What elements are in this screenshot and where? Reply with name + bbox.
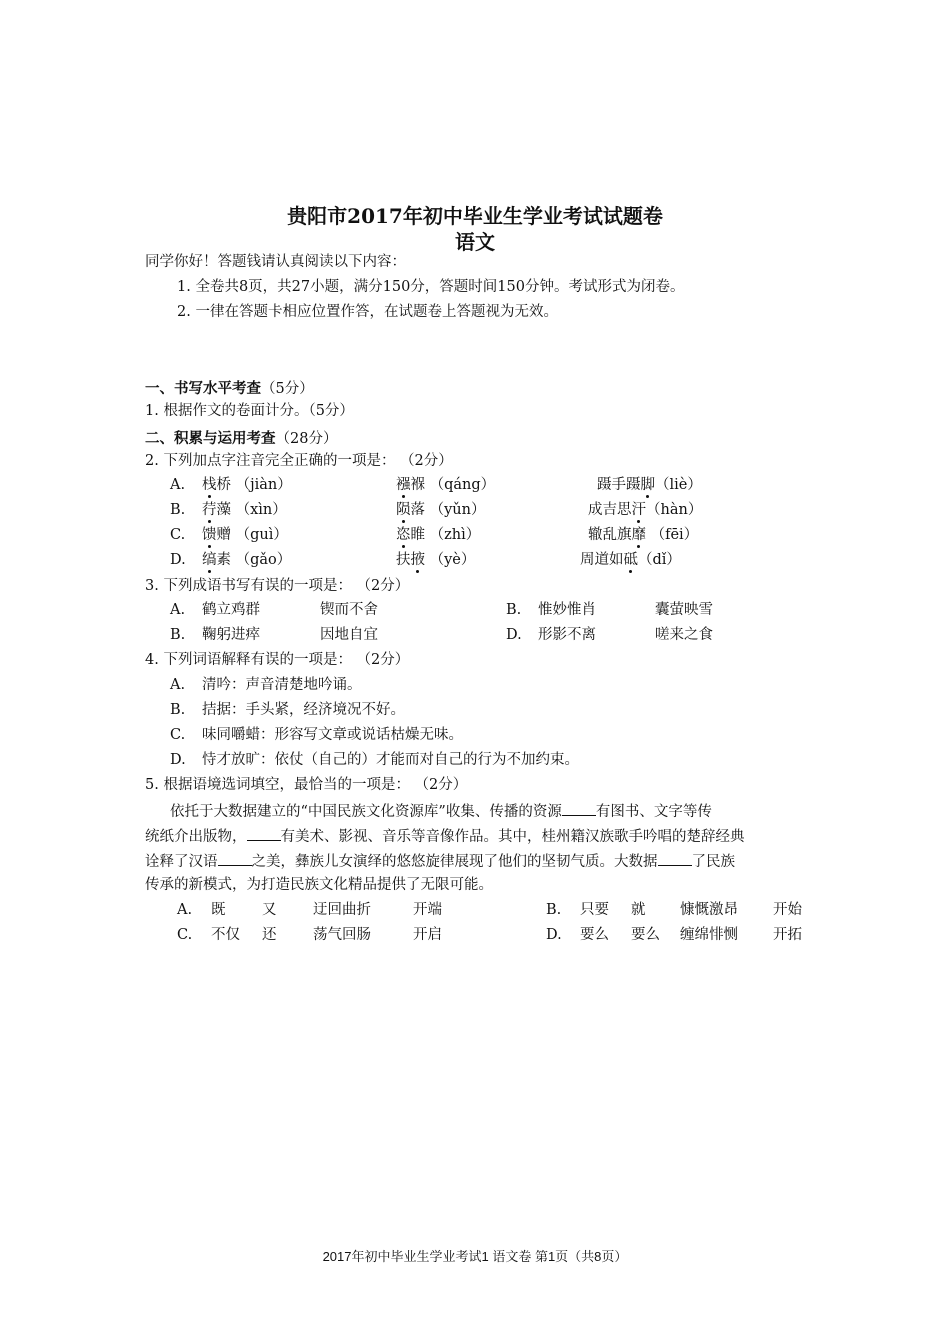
pinyin-item: 栈桥 （jiàn） xyxy=(202,477,292,493)
option-letter: B. xyxy=(170,627,186,643)
fill-blank xyxy=(247,826,281,841)
option-word: 不仅 xyxy=(211,927,240,943)
option-word: 荡气回肠 xyxy=(313,927,371,943)
option-word: 慷慨激昂 xyxy=(680,902,738,918)
instruction-item: 1. 全卷共8页，共27小题，满分150分，答题时间150分钟。考试形式为闭卷。 xyxy=(177,279,685,295)
option-word: 就 xyxy=(631,902,646,918)
pinyin-item: 陨落 （yǔn） xyxy=(396,502,486,518)
pinyin-item: 缟素 （gǎo） xyxy=(202,552,292,568)
pinyin-item: 荇藻 （xìn） xyxy=(202,502,287,518)
option-letter: A. xyxy=(177,902,193,918)
question-2-stem: 2. 下列加点字注音完全正确的一项是： （2分） xyxy=(145,453,453,469)
pinyin-item: 辙乱旗靡 （fēi） xyxy=(588,527,699,543)
idiom: 锲而不舍 xyxy=(320,602,378,618)
option-letter: A. xyxy=(170,477,186,493)
option-word: 要么 xyxy=(580,927,609,943)
option-text: 清吟：声音清楚地吟诵。 xyxy=(202,677,362,693)
idiom: 形影不离 xyxy=(538,627,596,643)
option-letter: D. xyxy=(546,927,562,943)
pinyin-item: 成吉思汗（hàn） xyxy=(588,502,703,518)
greeting: 同学你好！答题钱请认真阅读以下内容： xyxy=(145,254,406,270)
option-letter: A. xyxy=(170,677,186,693)
option-word: 要么 xyxy=(631,927,660,943)
pinyin-item: 恣睢 （zhì） xyxy=(396,527,481,543)
option-letter: C. xyxy=(177,927,193,943)
idiom: 惟妙惟肖 xyxy=(538,602,596,618)
passage-line: 依托于大数据建立的“中国民族文化资源库”收集、传播的资源 有图书、文字等传 xyxy=(170,801,712,821)
question-5-stem: 5. 根据语境选词填空，最恰当的一项是： （2分） xyxy=(145,777,468,793)
idiom: 囊萤映雪 xyxy=(655,602,713,618)
option-text: 拮据：手头紧，经济境况不好。 xyxy=(202,702,405,718)
option-letter: B. xyxy=(546,902,562,918)
passage-line: 诠释了汉语 之美，彝族儿女演绎的悠悠旋律展现了他们的坚韧气质。大数据 了民族 xyxy=(145,851,735,871)
idiom: 因地自宜 xyxy=(320,627,378,643)
option-word: 又 xyxy=(262,902,277,918)
page-title: 贵阳市2017年初中毕业生学业考试试题卷 xyxy=(287,204,663,228)
question-3-stem: 3. 下列成语书写有误的一项是： （2分） xyxy=(145,578,410,594)
page-footer: 2017年初中毕业生学业考试1 语文卷 第1页（共8页） xyxy=(322,1249,628,1264)
option-word: 只要 xyxy=(580,902,609,918)
option-letter: D. xyxy=(170,752,186,768)
option-word: 还 xyxy=(262,927,277,943)
pinyin-item: 蹑手蹑脚（liè） xyxy=(597,477,702,493)
option-text: 恃才放旷：依仗（自己的）才能而对自己的行为不加约束。 xyxy=(202,752,579,768)
question-1: 1. 根据作文的卷面计分。（5分） xyxy=(145,403,354,419)
option-letter: D. xyxy=(170,552,186,568)
option-letter: C. xyxy=(170,727,186,743)
option-letter: A. xyxy=(170,602,186,618)
idiom: 嗟来之食 xyxy=(655,627,713,643)
option-word: 开启 xyxy=(413,927,442,943)
passage-line: 统纸介出版物， 有美术、影视、音乐等音像作品。其中，桂州籍汉族歌手吟唱的楚辞经典 xyxy=(145,826,745,846)
instruction-item: 2. 一律在答题卡相应位置作答，在试题卷上答题视为无效。 xyxy=(177,304,558,320)
option-text: 味同嚼蜡：形容写文章或说话枯燥无味。 xyxy=(202,727,463,743)
option-letter: C. xyxy=(170,527,186,543)
option-word: 既 xyxy=(211,902,226,918)
option-letter: D. xyxy=(506,627,522,643)
fill-blank xyxy=(562,801,596,816)
pinyin-item: 馈赠 （guì） xyxy=(202,527,288,543)
pinyin-item: 扶掖 （yè） xyxy=(396,552,476,568)
option-word: 开始 xyxy=(773,902,802,918)
passage-line: 传承的新模式，为打造民族文化精品提供了无限可能。 xyxy=(145,877,493,893)
option-word: 迂回曲折 xyxy=(313,902,371,918)
pinyin-item: 襁褓 （qáng） xyxy=(396,477,496,493)
subject-title: 语文 xyxy=(455,230,495,254)
section-heading: 二、积累与运用考查（28分） xyxy=(145,430,338,447)
option-word: 开端 xyxy=(413,902,442,918)
idiom: 鞠躬进瘁 xyxy=(202,627,260,643)
fill-blank xyxy=(218,851,252,866)
pinyin-item: 周道如砥（dǐ） xyxy=(580,552,681,568)
section-heading: 一、书写水平考查（5分） xyxy=(145,380,314,397)
question-4-stem: 4. 下列词语解释有误的一项是： （2分） xyxy=(145,652,410,668)
option-word: 缠绵悱恻 xyxy=(680,927,738,943)
option-letter: B. xyxy=(170,702,186,718)
option-letter: B. xyxy=(170,502,186,518)
fill-blank xyxy=(658,851,692,866)
option-word: 开拓 xyxy=(773,927,802,943)
idiom: 鹤立鸡群 xyxy=(202,602,260,618)
option-letter: B. xyxy=(506,602,522,618)
